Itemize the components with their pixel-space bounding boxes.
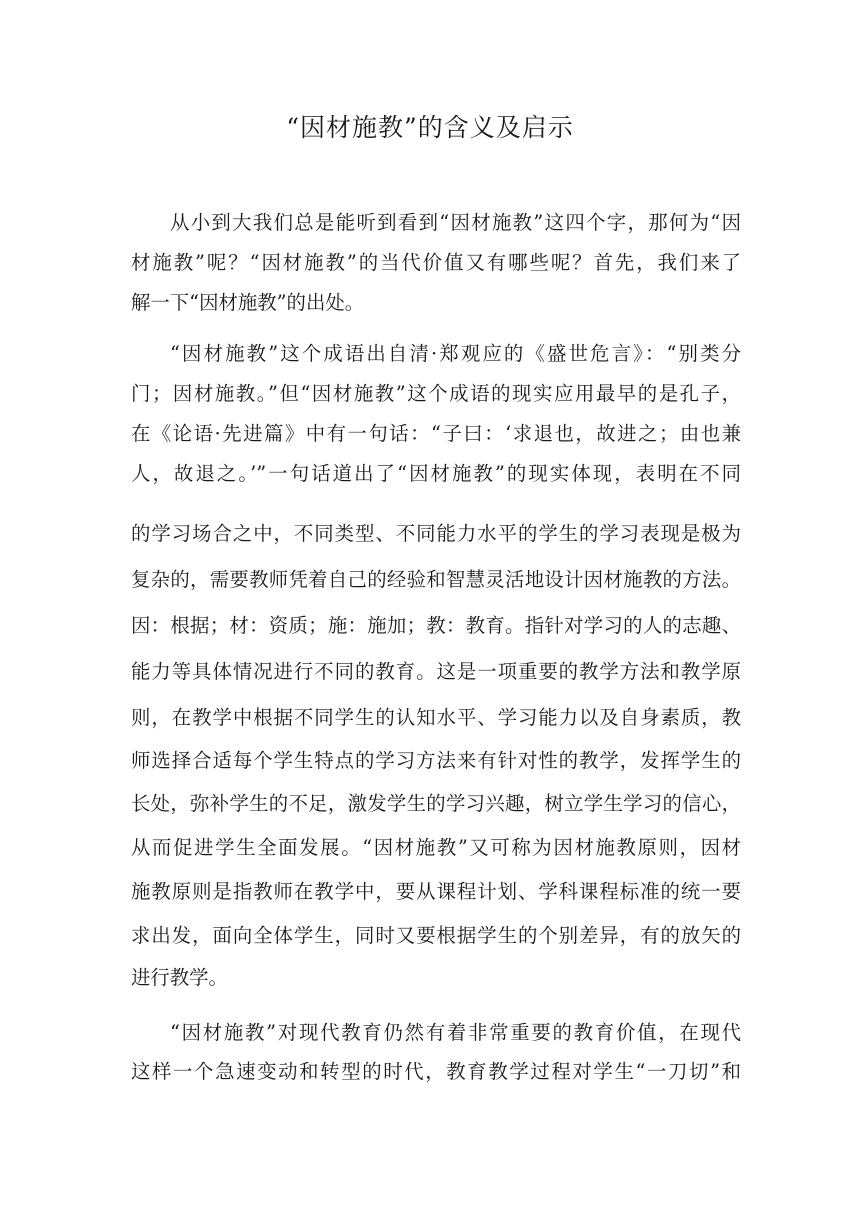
paragraph-2-line-10: 师选择合适每个学生特点的学习方法来有针对性的教学，发挥学生的 (131, 749, 741, 772)
paragraph-3-line-2: 这样一个急速变动和转型的时代，教育教学过程对学生“一刀切”和 (131, 1060, 741, 1083)
paragraph-2-line-8: 能力等具体情况进行不同的教育。这是一项重要的教学方法和教学原 (131, 660, 741, 683)
document-title: “因材施教”的含义及启示 (286, 113, 574, 142)
paragraph-2-line-5: 的学习场合之中，不同类型、不同能力水平的学生的学习表现是极为 (131, 522, 741, 545)
paragraph-3-line-1: “因材施教”对现代教育仍然有着非常重要的教育价值，在现代 (170, 1021, 741, 1044)
paragraph-2-line-4: 人，故退之。’”一句话道出了“因材施教”的现实体现，表明在不同 (131, 462, 741, 485)
paragraph-2-line-12: 从而促进学生全面发展。“因材施教”又可称为因材施教原则，因材 (131, 836, 741, 859)
paragraph-2-line-7: 因：根据；材：资质；施：施加；教：教育。指针对学习的人的志趣、 (131, 614, 741, 637)
paragraph-1-line-2: 材施教”呢？“因材施教”的当代价值又有哪些呢？首先，我们来了 (131, 251, 741, 274)
paragraph-2-line-13: 施教原则是指教师在教学中，要从课程计划、学科课程标准的统一要 (131, 880, 741, 903)
paragraph-2-line-11: 长处，弥补学生的不足，激发学生的学习兴趣，树立学生学习的信心， (131, 792, 741, 815)
paragraph-2-line-1: “因材施教”这个成语出自清·郑观应的《盛世危言》：“别类分 (170, 342, 741, 365)
paragraph-2-line-3: 在《论语·先进篇》中有一句话：“子曰：‘求退也，故进之；由也兼 (131, 422, 741, 445)
paragraph-2-line-15: 进行教学。 (131, 966, 228, 989)
paragraph-2-line-6: 复杂的，需要教师凭着自己的经验和智慧灵活地设计因材施教的方法。 (131, 568, 741, 591)
paragraph-2-line-9: 则，在教学中根据不同学生的认知水平、学习能力以及自身素质，教 (131, 706, 741, 729)
paragraph-2-line-2: 门；因材施教。”但“因材施教”这个成语的现实应用最早的是孔子， (131, 382, 741, 405)
paragraph-1-line-1: 从小到大我们总是能听到看到“因材施教”这四个字，那何为“因 (170, 211, 741, 234)
paragraph-2-line-14: 求出发，面向全体学生，同时又要根据学生的个别差异，有的放矢的 (131, 924, 741, 947)
paragraph-1-line-3: 解一下“因材施教”的出处。 (131, 291, 365, 314)
